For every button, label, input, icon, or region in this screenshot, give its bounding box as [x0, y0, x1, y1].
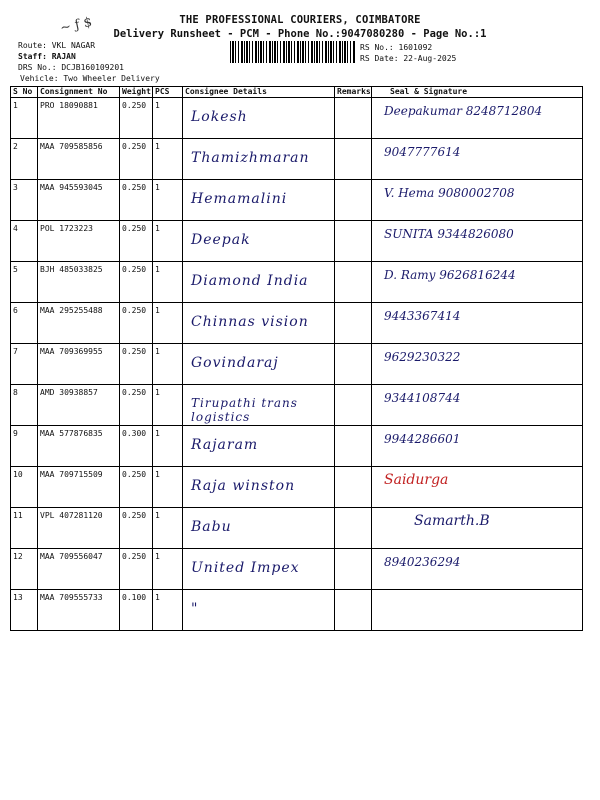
- cell-consignment: MAA 709715509: [38, 467, 120, 508]
- cell-consignee: [183, 221, 335, 262]
- cell-consignment: PRO 18090881: [38, 98, 120, 139]
- cell-sno: 5: [11, 262, 38, 303]
- table-row: [11, 467, 583, 508]
- corner-mark: ~ ƒ $: [58, 14, 94, 37]
- consignee-handwriting: Raja winston: [191, 478, 296, 494]
- signature-handwriting: 9629230322: [384, 350, 461, 364]
- signature-handwriting: Deepakumar 8248712804: [384, 104, 543, 118]
- consignee-handwriting: Tirupathi trans logistics: [191, 396, 298, 424]
- table-row: [11, 426, 583, 467]
- cell-sno: 12: [11, 549, 38, 590]
- cell-remarks: [335, 303, 372, 344]
- cell-consignee: [183, 303, 335, 344]
- rs-date: RS Date: 22-Aug-2025: [360, 54, 457, 63]
- signature-handwriting: 9944286601: [384, 432, 461, 446]
- cell-sno: 9: [11, 426, 38, 467]
- cell-consignee: [183, 262, 335, 303]
- runsheet-table: [10, 86, 583, 631]
- col-sno: S No: [11, 87, 38, 98]
- cell-pcs: 1: [153, 467, 183, 508]
- cell-consignment: AMD 30938857: [38, 385, 120, 426]
- cell-weight: 0.250: [120, 467, 153, 508]
- cell-consignee: [183, 508, 335, 549]
- cell-pcs: 1: [153, 426, 183, 467]
- rs-number: RS No.: 1601092: [360, 43, 433, 52]
- cell-consignee: [183, 549, 335, 590]
- cell-consignment: MAA 709585856: [38, 139, 120, 180]
- table-header-row: [11, 87, 583, 98]
- table-row: [11, 344, 583, 385]
- table-row: [11, 508, 583, 549]
- cell-pcs: 1: [153, 139, 183, 180]
- route-label: Route: VKL NAGAR: [18, 41, 96, 50]
- consignee-handwriting: ": [191, 601, 199, 617]
- cell-consignee: [183, 385, 335, 426]
- consignee-handwriting: Hemamalini: [191, 191, 288, 207]
- cell-signature: [372, 467, 583, 508]
- company-title: THE PROFESSIONAL COURIERS, COIMBATORE: [179, 14, 421, 26]
- table-row: [11, 221, 583, 262]
- cell-weight: 0.100: [120, 590, 153, 631]
- vehicle-label: Vehicle: Two Wheeler Delivery: [20, 74, 160, 83]
- table-row: [11, 303, 583, 344]
- cell-pcs: 1: [153, 303, 183, 344]
- cell-signature: [372, 344, 583, 385]
- cell-remarks: [335, 590, 372, 631]
- table-row: [11, 590, 583, 631]
- cell-consignment: MAA 709369955: [38, 344, 120, 385]
- col-pcs: PCS: [153, 87, 183, 98]
- cell-signature: [372, 549, 583, 590]
- cell-remarks: [335, 221, 372, 262]
- table-row: [11, 262, 583, 303]
- table-row: [11, 98, 583, 139]
- signature-handwriting: Samarth.B: [414, 513, 490, 529]
- cell-remarks: [335, 98, 372, 139]
- cell-sno: 3: [11, 180, 38, 221]
- cell-pcs: 1: [153, 221, 183, 262]
- signature-handwriting: 9047777614: [384, 145, 461, 159]
- cell-sno: 6: [11, 303, 38, 344]
- signature-handwriting: V. Hema 9080002708: [384, 186, 515, 200]
- cell-consignee: [183, 98, 335, 139]
- cell-signature: [372, 508, 583, 549]
- cell-sno: 8: [11, 385, 38, 426]
- consignee-handwriting: Babu: [191, 519, 232, 535]
- cell-consignee: [183, 139, 335, 180]
- cell-sno: 4: [11, 221, 38, 262]
- cell-pcs: 1: [153, 385, 183, 426]
- cell-pcs: 1: [153, 590, 183, 631]
- col-consignee: Consignee Details: [183, 87, 335, 98]
- cell-pcs: 1: [153, 549, 183, 590]
- signature-handwriting: D. Ramy 9626816244: [384, 268, 516, 282]
- cell-remarks: [335, 139, 372, 180]
- cell-consignee: [183, 467, 335, 508]
- signature-handwriting: 8940236294: [384, 555, 461, 569]
- consignee-handwriting: United Impex: [191, 560, 300, 576]
- cell-consignment: MAA 709555733: [38, 590, 120, 631]
- cell-remarks: [335, 262, 372, 303]
- cell-sno: 2: [11, 139, 38, 180]
- cell-weight: 0.250: [120, 180, 153, 221]
- cell-weight: 0.250: [120, 303, 153, 344]
- cell-remarks: [335, 344, 372, 385]
- cell-weight: 0.250: [120, 221, 153, 262]
- cell-weight: 0.250: [120, 344, 153, 385]
- cell-weight: 0.250: [120, 385, 153, 426]
- cell-consignment: BJH 485033825: [38, 262, 120, 303]
- cell-signature: [372, 98, 583, 139]
- cell-consignment: VPL 407281120: [38, 508, 120, 549]
- consignee-handwriting: Deepak: [191, 232, 251, 248]
- cell-consignment: MAA 577876835: [38, 426, 120, 467]
- cell-remarks: [335, 549, 372, 590]
- cell-remarks: [335, 508, 372, 549]
- consignee-handwriting: Thamizhmaran: [191, 150, 310, 166]
- cell-consignee: [183, 180, 335, 221]
- cell-weight: 0.250: [120, 139, 153, 180]
- cell-signature: [372, 426, 583, 467]
- cell-remarks: [335, 385, 372, 426]
- cell-pcs: 1: [153, 262, 183, 303]
- consignee-handwriting: Chinnas vision: [191, 314, 309, 330]
- signature-handwriting: SUNITA 9344826080: [384, 227, 514, 241]
- cell-pcs: 1: [153, 508, 183, 549]
- cell-weight: 0.250: [120, 549, 153, 590]
- col-remarks: Remarks: [335, 87, 372, 98]
- table-row: [11, 549, 583, 590]
- consignee-handwriting: Diamond India: [191, 273, 309, 289]
- cell-sno: 1: [11, 98, 38, 139]
- table-row: [11, 139, 583, 180]
- consignee-handwriting: Rajaram: [191, 437, 259, 453]
- cell-consignee: [183, 590, 335, 631]
- cell-consignment: POL 1723223: [38, 221, 120, 262]
- cell-sno: 11: [11, 508, 38, 549]
- drs-number: DRS No.: DCJB160109201: [18, 63, 124, 72]
- runsheet-title: Delivery Runsheet - PCM - Phone No.:9047080280 - Page No.:1: [113, 28, 487, 40]
- barcode: [230, 41, 356, 63]
- cell-consignment: MAA 709556047: [38, 549, 120, 590]
- cell-pcs: 1: [153, 98, 183, 139]
- cell-remarks: [335, 180, 372, 221]
- signature-handwriting: 9443367414: [384, 309, 461, 323]
- signature-handwriting: Saidurga: [384, 472, 449, 488]
- cell-pcs: 1: [153, 180, 183, 221]
- table-row: [11, 180, 583, 221]
- cell-signature: [372, 221, 583, 262]
- cell-weight: 0.250: [120, 508, 153, 549]
- cell-consignment: MAA 945593045: [38, 180, 120, 221]
- col-weight: Weight: [120, 87, 153, 98]
- consignee-handwriting: Govindaraj: [191, 355, 279, 371]
- cell-weight: 0.300: [120, 426, 153, 467]
- cell-sno: 13: [11, 590, 38, 631]
- cell-signature: [372, 303, 583, 344]
- cell-remarks: [335, 426, 372, 467]
- cell-consignee: [183, 426, 335, 467]
- cell-consignment: MAA 295255488: [38, 303, 120, 344]
- signature-handwriting: 9344108744: [384, 391, 461, 405]
- cell-remarks: [335, 467, 372, 508]
- cell-consignee: [183, 344, 335, 385]
- cell-pcs: 1: [153, 344, 183, 385]
- cell-signature: [372, 262, 583, 303]
- cell-signature: [372, 590, 583, 631]
- cell-signature: [372, 385, 583, 426]
- cell-weight: 0.250: [120, 98, 153, 139]
- cell-signature: [372, 139, 583, 180]
- cell-signature: [372, 180, 583, 221]
- consignee-handwriting: Lokesh: [191, 109, 248, 125]
- col-signature: Seal & Signature: [372, 87, 583, 98]
- staff-label: Staff: RAJAN: [18, 52, 76, 61]
- table-row: [11, 385, 583, 426]
- col-consignment: Consignment No: [38, 87, 120, 98]
- cell-weight: 0.250: [120, 262, 153, 303]
- cell-sno: 10: [11, 467, 38, 508]
- cell-sno: 7: [11, 344, 38, 385]
